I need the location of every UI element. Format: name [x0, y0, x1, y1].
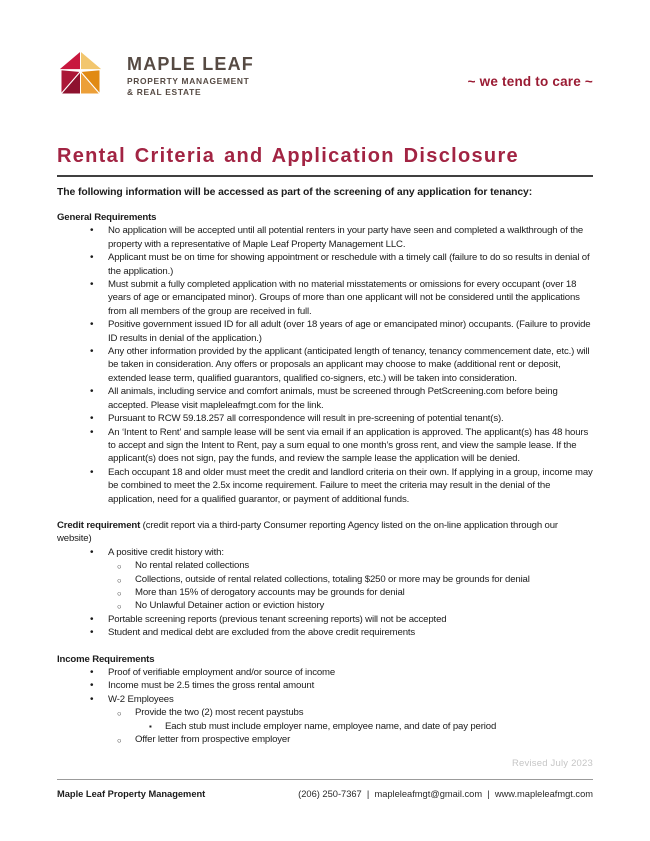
section-heading-bold: Income Requirements	[57, 653, 155, 665]
bullet-text: Proof of verifiable employment and/or source of income	[108, 667, 336, 678]
bullet-text: No rental related collections	[135, 560, 250, 572]
tagline: ~ we tend to care ~	[467, 74, 593, 89]
bullet-list-level-1	[57, 546, 593, 640]
bullet-text: W-2 Employees	[108, 693, 174, 705]
section	[57, 653, 593, 747]
bullet-list-level-2	[108, 559, 593, 613]
section-heading-suffix: (credit report via a third-party Consumer reporting Agency listed on the on-line application through our website)	[57, 519, 558, 545]
bullet-text: Income must be 2.5 times the gross rental amount	[108, 680, 315, 692]
bullet-text: Must submit a fully completed application with no material misstatements or omissions for every occupant (over 18 years of age or emancipated minor). Groups of more than one applicant will not be considered until the applications from all members of the group are received in full.	[108, 279, 580, 317]
bullet-item	[57, 345, 593, 385]
bullet-item	[57, 679, 593, 692]
intro-text: The following information will be accessed as part of the screening of any application for tenancy:	[57, 187, 533, 198]
bullet-item	[57, 251, 593, 278]
bullet-text: Each stub must include employer name, employee name, and date of pay period	[165, 720, 497, 732]
bullet-text: Provide the two (2) most recent paystubs	[135, 707, 304, 719]
section-heading	[57, 211, 593, 224]
bullet-item	[108, 733, 593, 746]
bullet-text: An ‘Intent to Rent’ and sample lease will be sent via email if an application is approved. The applicant(s) has 48 hours to accept and sign the Intent to Rent, pay a sum equal to one month’s gross rent, and view the sample lease. If the applicant(s) does not sign, pay the funds, and review the sample lease the application will be denied.	[108, 426, 589, 465]
bullet-text: Positive government issued ID for all adult (over 18 years of age or emancipated minor) occupants. (Failure to provide ID results in denial of the application.)	[108, 319, 591, 344]
bullet-text: Offer letter from prospective employer	[135, 734, 291, 746]
section-heading	[57, 519, 593, 546]
bullet-item	[57, 426, 593, 466]
logo-roof-left	[59, 51, 81, 70]
bullet-item	[57, 666, 593, 679]
bullet-text: Applicant must be on time for showing appointment or reschedule with a timely call (failure to do so results in denial of the application.)	[108, 252, 590, 277]
section	[57, 211, 593, 506]
bullet-text: No Unlawful Detainer action or eviction history	[135, 600, 325, 612]
bullet-text: A positive credit history with:	[108, 546, 224, 558]
logo-text	[127, 50, 254, 98]
bullet-text: Student and medical debt are excluded from the above credit requirements	[108, 627, 416, 639]
bullet-item	[57, 412, 593, 425]
bullet-list-level-2	[108, 706, 593, 746]
title-divider	[57, 175, 593, 177]
bullet-list-level-1	[57, 224, 593, 506]
bullet-text: Portable screening reports (previous tenant screening reports) will not be accepted	[108, 613, 447, 625]
bullet-item	[57, 385, 593, 412]
maple-leaf-house-icon	[57, 50, 104, 98]
bullet-text: Each occupant 18 and older must meet the credit and landlord criteria on their own. If applying in a group, income may be combined to meet the 2.5x income requirement. Failure to meet the criteria may result in the denial of the application, need for a qualified guarantor, or payment of additional funds.	[108, 466, 593, 505]
footer-company-name: Maple Leaf Property Management	[57, 789, 206, 799]
bullet-item	[108, 559, 593, 572]
logo-subtitle-2: & REAL ESTATE	[127, 87, 202, 98]
section-heading-bold: General Requirements	[57, 212, 157, 223]
section	[57, 519, 593, 640]
bullet-item	[108, 586, 593, 599]
logo-subtitle-1: PROPERTY MANAGEMENT	[127, 75, 250, 86]
bullet-text: Any other information provided by the applicant (anticipated length of tenancy, tenancy commencement date, etc.) will be taken in consideration. Any offers or proposals an applicant may choose to make (additional rent or deposit, extended lease term, qualified guarantors, qualified co-signers, etc.) will be taken into consideration.	[108, 346, 590, 384]
bullet-item	[57, 224, 593, 251]
footer-contact-info: (206) 250-7367 | mapleleafmgt@gmail.com | www.mapleleafmgt.com	[298, 789, 593, 799]
header	[57, 50, 593, 98]
bullet-item	[57, 278, 593, 318]
bullet-item	[108, 573, 593, 586]
bullet-item	[57, 318, 593, 345]
bullet-item	[108, 599, 593, 612]
sections	[57, 211, 593, 746]
bullet-text: No application will be accepted until all potential renters in your party have seen and completed a walkthrough of the property with a representative of Maple Leaf Property Management LLC.	[108, 225, 584, 250]
bullet-item	[57, 466, 593, 506]
bullet-item	[57, 546, 593, 613]
bullet-text: Pursuant to RCW 59.18.257 all correspondence will result in pre-screening of potential tenant(s).	[108, 413, 504, 425]
bullet-item	[57, 613, 593, 626]
revised-note: Revised July 2023	[511, 758, 593, 770]
bullet-item	[57, 626, 593, 639]
logo-roof-right	[81, 51, 103, 70]
company-logo	[57, 50, 254, 98]
bullet-text: Collections, outside of rental related collections, totaling $250 or more may be grounds for denial	[135, 573, 530, 585]
footer	[57, 779, 593, 799]
section-heading	[57, 653, 593, 666]
section-heading-bold: Credit requirement	[57, 519, 141, 531]
page-title: Rental Criteria and Application Disclosure	[57, 145, 519, 167]
bullet-list-level-1	[57, 666, 593, 746]
bullet-text: All animals, including service and comfort animals, must be screened through PetScreening.com before being accepted. Please visit mapleleafmgt.com for the link.	[108, 386, 558, 411]
logo-company-name: MAPLE LEAF	[127, 54, 254, 74]
bullet-item	[57, 693, 593, 747]
bullet-text: More than 15% of derogatory accounts may be grounds for denial	[135, 586, 405, 598]
bullet-list-level-3	[135, 720, 593, 733]
bullet-item	[135, 720, 593, 733]
bullet-item	[108, 706, 593, 733]
